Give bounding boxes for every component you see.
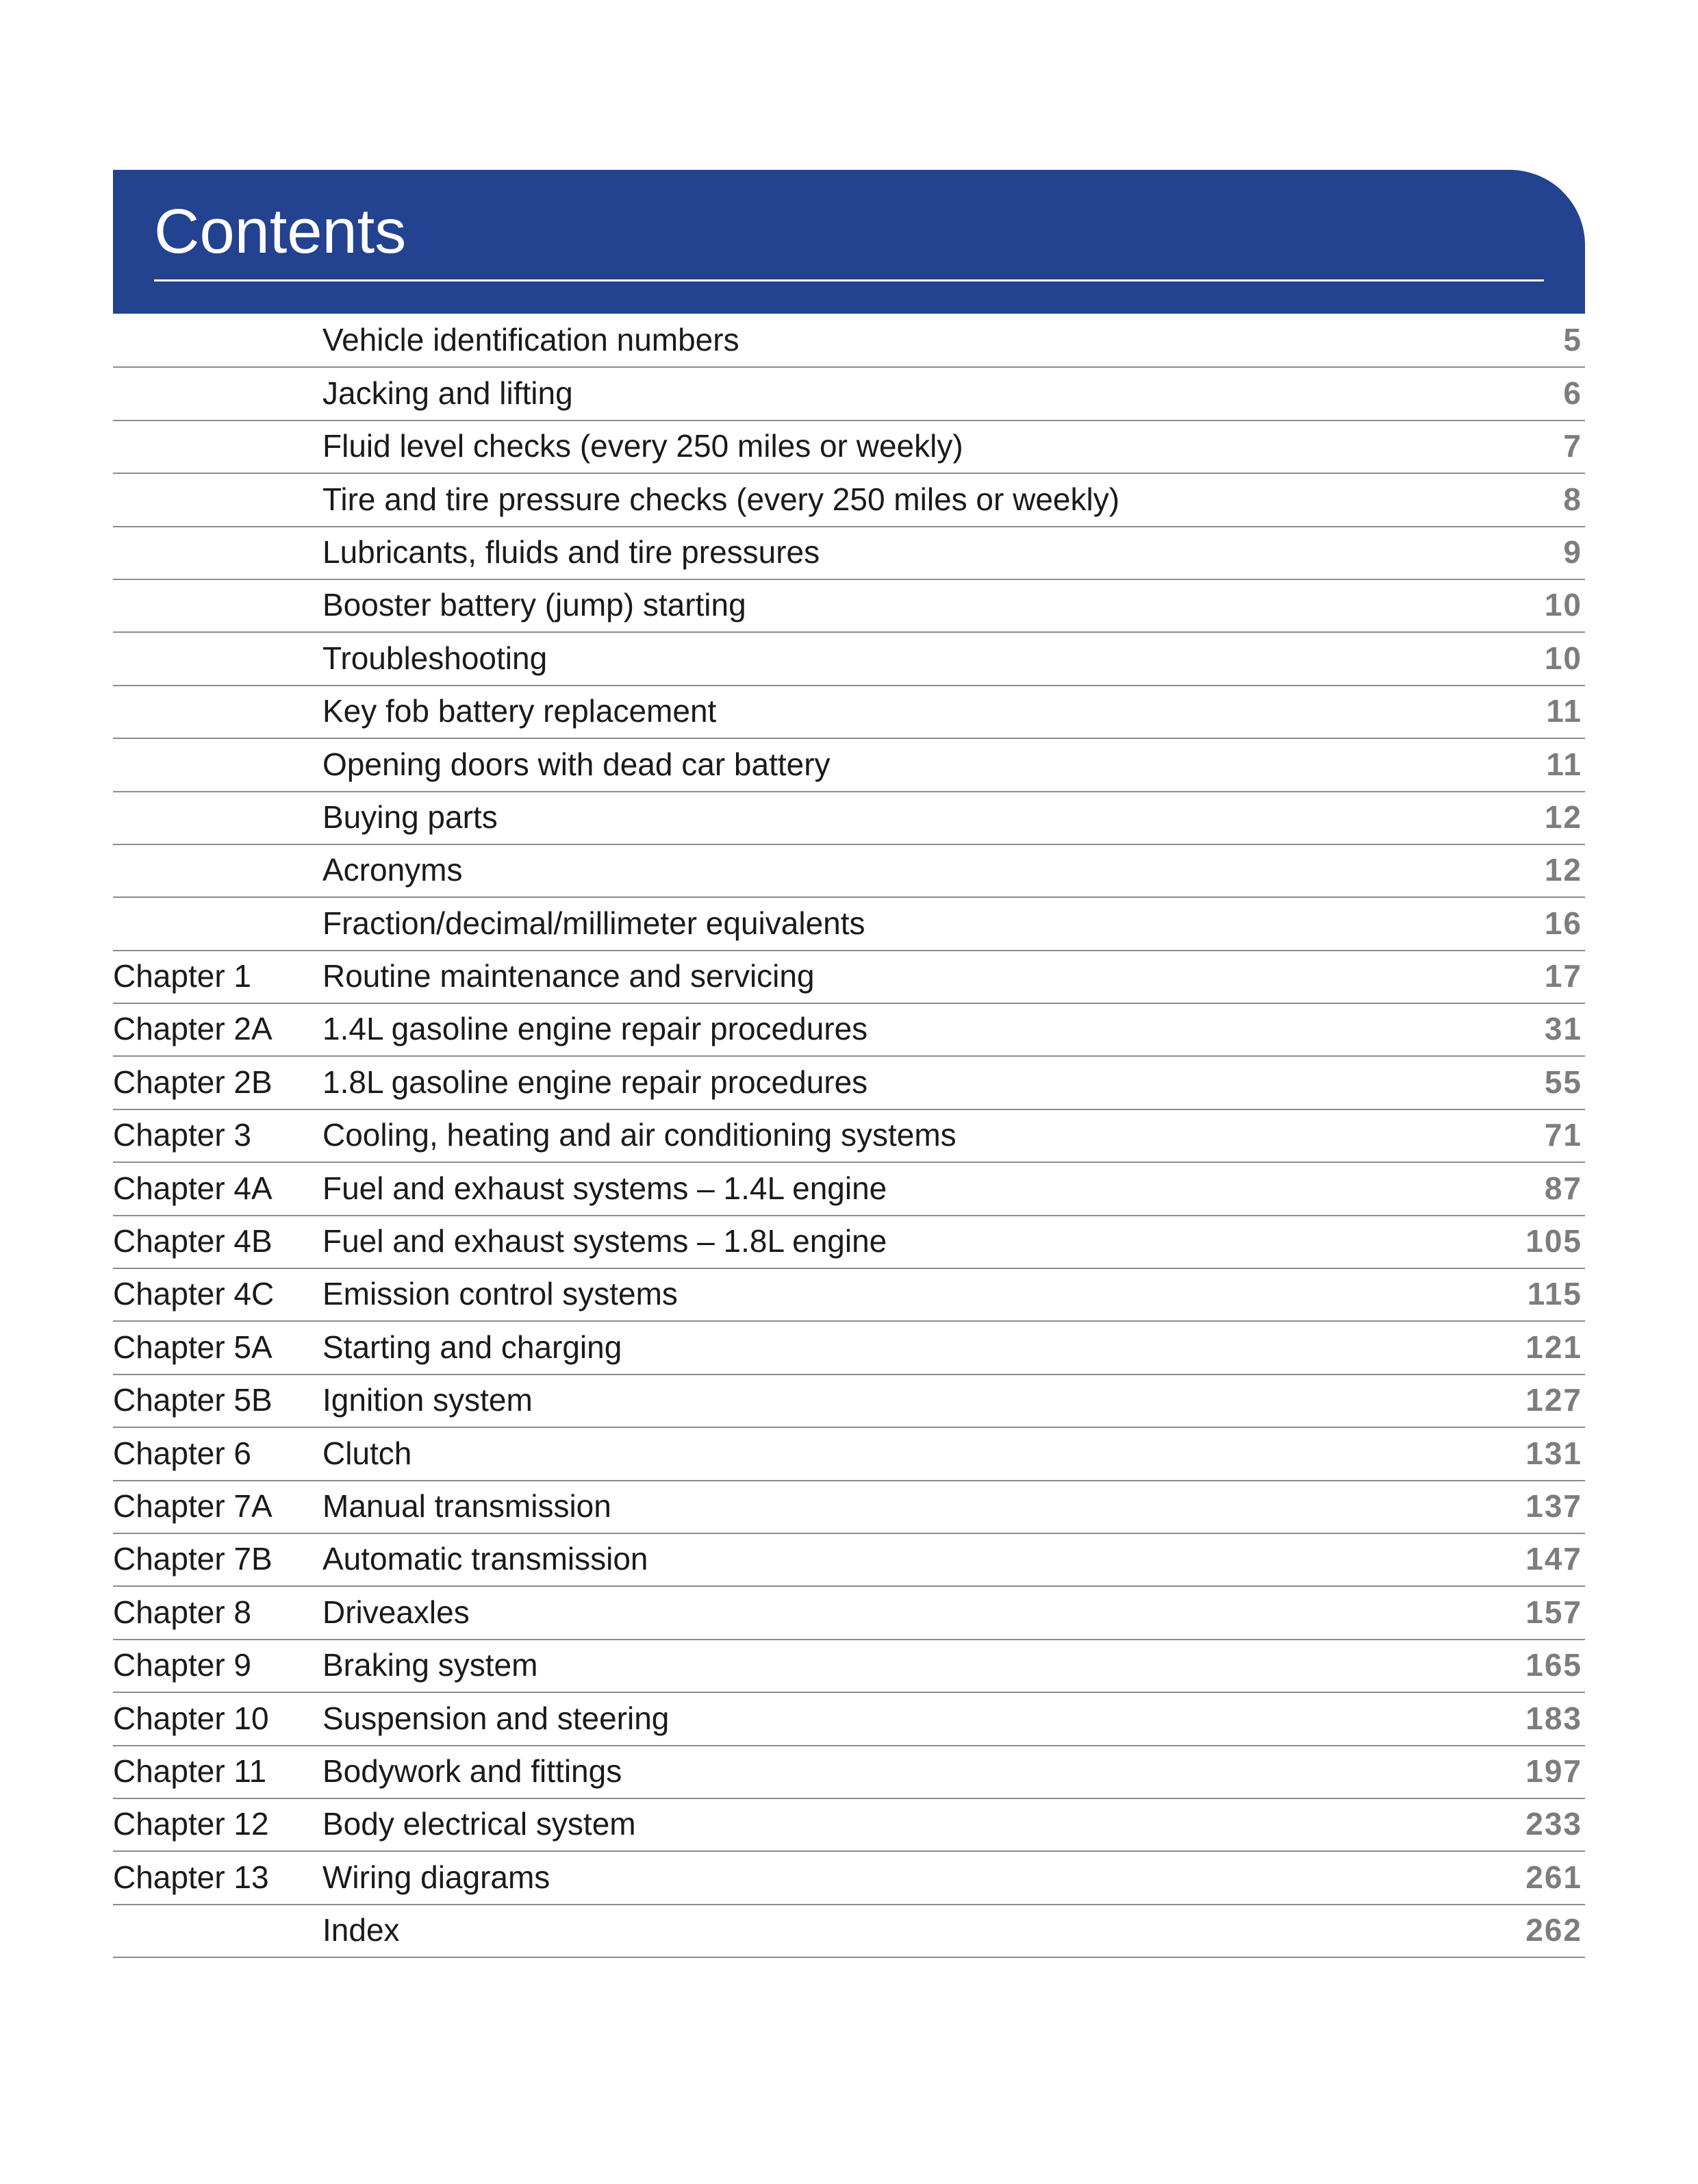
toc-page-number[interactable]: 137 bbox=[1525, 1488, 1582, 1524]
toc-chapter-label: Chapter 7B bbox=[113, 1541, 273, 1577]
header-divider bbox=[154, 279, 1544, 281]
toc-entry-title[interactable]: Emission control systems bbox=[322, 1276, 678, 1312]
toc-page-number[interactable]: 165 bbox=[1525, 1647, 1582, 1683]
toc-page-number[interactable]: 233 bbox=[1525, 1806, 1582, 1842]
toc-page-number[interactable]: 11 bbox=[1546, 693, 1582, 729]
toc-page-number[interactable]: 5 bbox=[1563, 322, 1582, 358]
toc-chapter-label: Chapter 1 bbox=[113, 958, 252, 994]
toc-chapter-label: Chapter 5B bbox=[113, 1382, 273, 1418]
toc-page-number[interactable]: 197 bbox=[1525, 1753, 1582, 1789]
toc-row[interactable] bbox=[113, 951, 1585, 1004]
toc-entry-title[interactable]: Ignition system bbox=[322, 1382, 533, 1418]
toc-entry-title[interactable]: Manual transmission bbox=[322, 1488, 611, 1524]
toc-page-number[interactable]: 131 bbox=[1525, 1435, 1582, 1471]
toc-page-number[interactable]: 105 bbox=[1525, 1223, 1582, 1259]
toc-page-number[interactable]: 6 bbox=[1563, 375, 1582, 411]
toc-row[interactable] bbox=[113, 1163, 1585, 1216]
toc-page-number[interactable]: 147 bbox=[1525, 1541, 1582, 1577]
toc-entry-title[interactable]: 1.8L gasoline engine repair procedures bbox=[322, 1064, 868, 1100]
toc-entry-title[interactable]: Lubricants, fluids and tire pressures bbox=[322, 534, 820, 570]
toc-row[interactable] bbox=[113, 1799, 1585, 1852]
toc-chapter-label: Chapter 10 bbox=[113, 1700, 269, 1736]
toc-entry-title[interactable]: Starting and charging bbox=[322, 1329, 622, 1365]
table-of-contents bbox=[113, 315, 1585, 1958]
toc-row[interactable] bbox=[113, 1322, 1585, 1375]
toc-row[interactable] bbox=[113, 1216, 1585, 1269]
toc-row[interactable] bbox=[113, 1375, 1585, 1428]
toc-page-number[interactable]: 7 bbox=[1563, 428, 1582, 464]
toc-page-number[interactable]: 16 bbox=[1544, 905, 1582, 941]
toc-page-number[interactable]: 10 bbox=[1544, 587, 1582, 623]
toc-chapter-label: Chapter 9 bbox=[113, 1647, 252, 1683]
toc-row[interactable] bbox=[113, 898, 1585, 951]
toc-chapter-label: Chapter 2A bbox=[113, 1011, 273, 1047]
toc-page-number[interactable]: 12 bbox=[1544, 799, 1582, 835]
toc-page-number[interactable]: 31 bbox=[1544, 1011, 1582, 1047]
toc-entry-title[interactable]: Buying parts bbox=[322, 799, 498, 835]
toc-row[interactable] bbox=[113, 1852, 1585, 1905]
toc-page-number[interactable]: 183 bbox=[1525, 1700, 1582, 1736]
toc-entry-title[interactable]: Opening doors with dead car battery bbox=[322, 746, 831, 782]
toc-entry-title[interactable]: Booster battery (jump) starting bbox=[322, 587, 746, 623]
toc-entry-title[interactable]: Wiring diagrams bbox=[322, 1859, 550, 1895]
toc-row[interactable] bbox=[113, 1004, 1585, 1057]
toc-entry-title[interactable]: Suspension and steering bbox=[322, 1700, 670, 1736]
toc-entry-title[interactable]: Routine maintenance and servicing bbox=[322, 958, 815, 994]
toc-row[interactable] bbox=[113, 633, 1585, 686]
toc-page-number[interactable]: 10 bbox=[1544, 640, 1582, 676]
contents-header bbox=[113, 170, 1585, 314]
toc-row[interactable] bbox=[113, 1587, 1585, 1640]
toc-row[interactable] bbox=[113, 1269, 1585, 1322]
toc-page-number[interactable]: 55 bbox=[1544, 1064, 1582, 1100]
toc-row[interactable] bbox=[113, 1110, 1585, 1163]
toc-row[interactable] bbox=[113, 1640, 1585, 1693]
toc-chapter-label: Chapter 7A bbox=[113, 1488, 273, 1524]
toc-row[interactable] bbox=[113, 527, 1585, 580]
toc-entry-title[interactable]: Vehicle identification numbers bbox=[322, 322, 739, 358]
toc-entry-title[interactable]: Troubleshooting bbox=[322, 640, 548, 676]
toc-entry-title[interactable]: Fluid level checks (every 250 miles or weekly) bbox=[322, 428, 963, 464]
toc-entry-title[interactable]: Cooling, heating and air conditioning systems bbox=[322, 1117, 956, 1153]
toc-chapter-label: Chapter 6 bbox=[113, 1435, 252, 1471]
toc-page-number[interactable]: 9 bbox=[1563, 534, 1582, 570]
toc-entry-title[interactable]: Body electrical system bbox=[322, 1806, 636, 1842]
toc-row[interactable] bbox=[113, 1746, 1585, 1799]
toc-entry-title[interactable]: Clutch bbox=[322, 1435, 412, 1471]
toc-entry-title[interactable]: Fraction/decimal/millimeter equivalents bbox=[322, 905, 865, 941]
toc-entry-title[interactable]: Fuel and exhaust systems – 1.4L engine bbox=[322, 1170, 887, 1206]
toc-page-number[interactable]: 17 bbox=[1544, 958, 1582, 994]
toc-row[interactable] bbox=[113, 845, 1585, 898]
toc-entry-title[interactable]: Acronyms bbox=[322, 852, 463, 888]
toc-row[interactable] bbox=[113, 1534, 1585, 1587]
toc-entry-title[interactable]: Jacking and lifting bbox=[322, 375, 573, 411]
toc-chapter-label: Chapter 13 bbox=[113, 1859, 269, 1895]
toc-row[interactable] bbox=[113, 421, 1585, 474]
toc-row[interactable] bbox=[113, 580, 1585, 633]
toc-row[interactable] bbox=[113, 686, 1585, 739]
toc-row[interactable] bbox=[113, 315, 1585, 368]
toc-row[interactable] bbox=[113, 1693, 1585, 1746]
toc-entry-title[interactable]: Automatic transmission bbox=[322, 1541, 648, 1577]
toc-entry-title[interactable]: Key fob battery replacement bbox=[322, 693, 717, 729]
toc-page-number[interactable]: 8 bbox=[1563, 481, 1582, 517]
toc-chapter-label: Chapter 11 bbox=[113, 1753, 267, 1789]
toc-entry-title[interactable]: Fuel and exhaust systems – 1.8L engine bbox=[322, 1223, 887, 1259]
toc-row[interactable] bbox=[113, 368, 1585, 421]
toc-entry-title[interactable]: 1.4L gasoline engine repair procedures bbox=[322, 1011, 868, 1047]
toc-row[interactable] bbox=[113, 474, 1585, 527]
toc-entry-title[interactable]: Bodywork and fittings bbox=[322, 1753, 622, 1789]
toc-chapter-label: Chapter 12 bbox=[113, 1806, 269, 1842]
toc-row[interactable] bbox=[113, 792, 1585, 845]
page-title: Contents bbox=[154, 197, 407, 266]
toc-row[interactable] bbox=[113, 1428, 1585, 1481]
toc-row[interactable] bbox=[113, 739, 1585, 792]
toc-page-number[interactable]: 121 bbox=[1525, 1329, 1582, 1365]
toc-entry-title[interactable]: Braking system bbox=[322, 1647, 538, 1683]
toc-page-number[interactable]: 262 bbox=[1525, 1912, 1582, 1948]
toc-chapter-label: Chapter 8 bbox=[113, 1594, 252, 1630]
toc-row[interactable] bbox=[113, 1905, 1585, 1958]
toc-chapter-label: Chapter 5A bbox=[113, 1329, 273, 1365]
toc-page-number[interactable]: 87 bbox=[1544, 1170, 1582, 1206]
toc-page-number[interactable]: 12 bbox=[1544, 852, 1582, 888]
toc-page-number[interactable]: 115 bbox=[1527, 1276, 1582, 1312]
toc-page-number[interactable]: 261 bbox=[1525, 1859, 1582, 1895]
toc-page-number[interactable]: 71 bbox=[1544, 1117, 1582, 1153]
toc-entry-title[interactable]: Index bbox=[322, 1912, 400, 1948]
toc-page-number[interactable]: 11 bbox=[1546, 746, 1582, 782]
toc-chapter-label: Chapter 4C bbox=[113, 1276, 275, 1312]
toc-chapter-label: Chapter 4A bbox=[113, 1170, 273, 1206]
toc-entry-title[interactable]: Driveaxles bbox=[322, 1594, 470, 1630]
toc-row[interactable] bbox=[113, 1057, 1585, 1109]
toc-page-number[interactable]: 157 bbox=[1525, 1594, 1582, 1630]
toc-chapter-label: Chapter 2B bbox=[113, 1064, 273, 1100]
toc-page-number[interactable]: 127 bbox=[1525, 1382, 1582, 1418]
toc-chapter-label: Chapter 3 bbox=[113, 1117, 252, 1153]
toc-row[interactable] bbox=[113, 1481, 1585, 1534]
toc-chapter-label: Chapter 4B bbox=[113, 1223, 273, 1259]
toc-entry-title[interactable]: Tire and tire pressure checks (every 250 miles or weekly) bbox=[322, 481, 1120, 517]
